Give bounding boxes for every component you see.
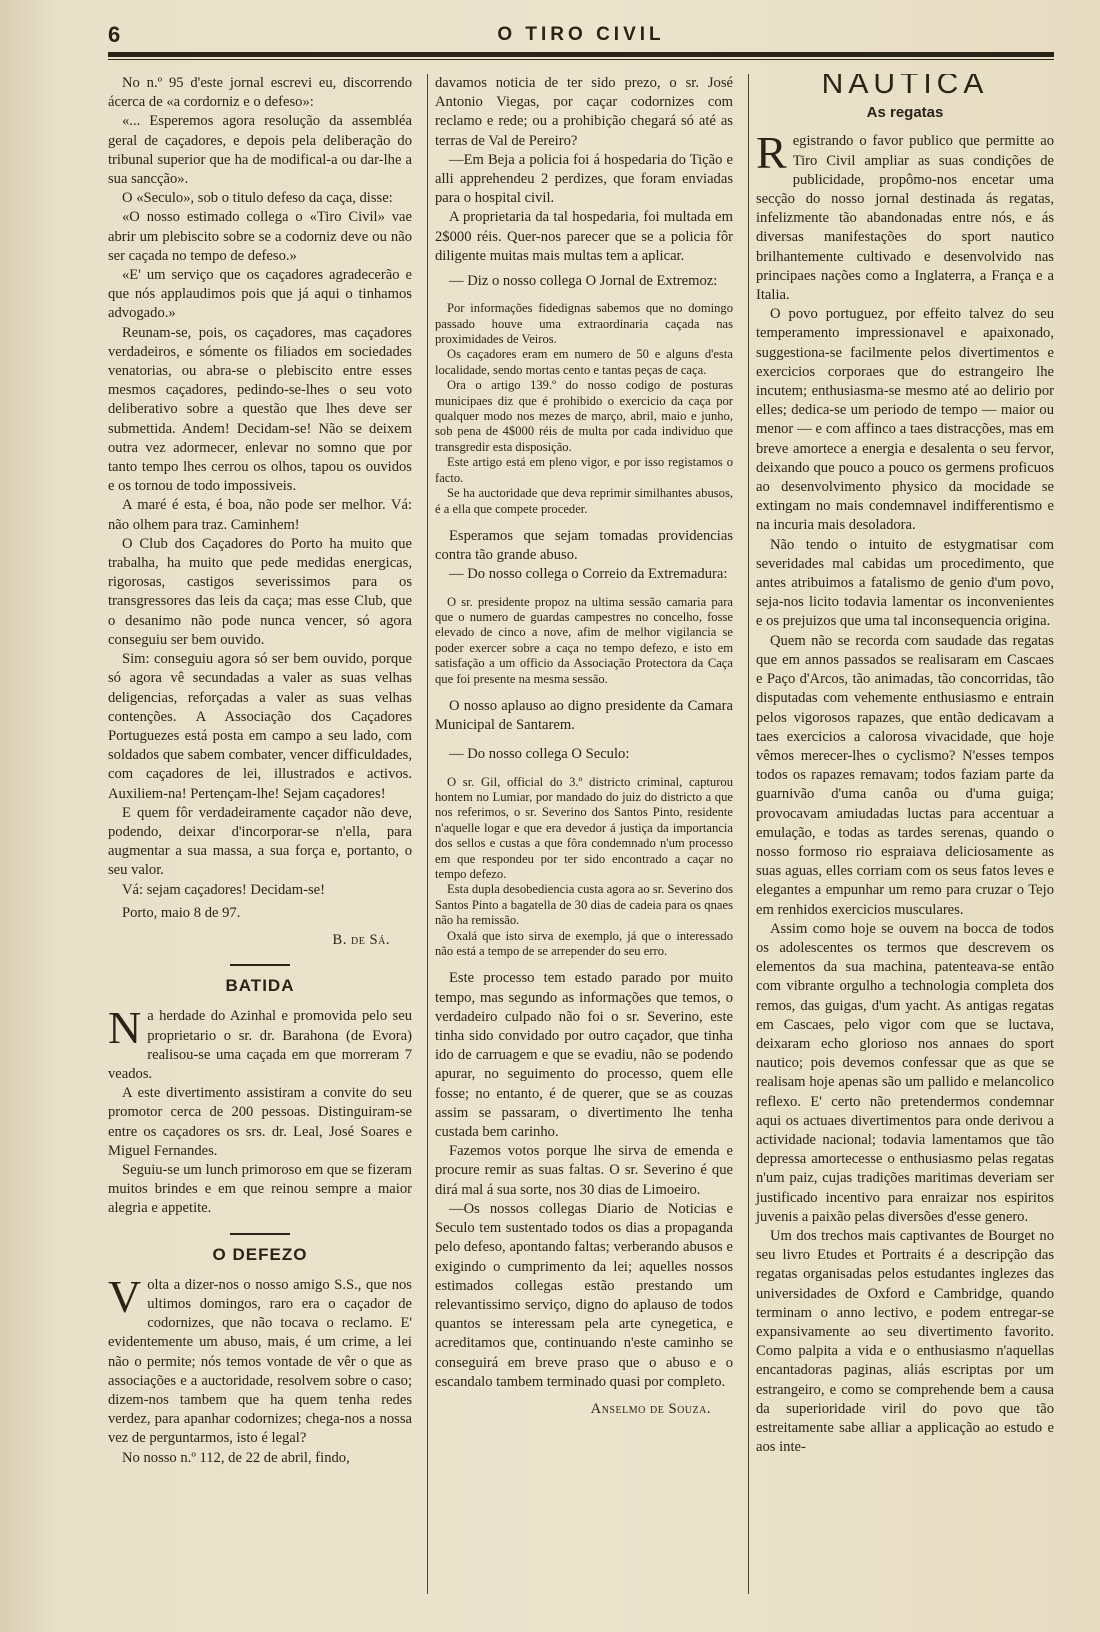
quoted-article-o-seculo <box>435 775 733 960</box>
paragraph: Este processo tem estado parado por muito tempo, mas segundo as informações que temos, o verdadeiro culpado não foi o sr. Severino, este tinha sido convidado por outro caçador, que tinha ido de carruagem e que se evadiu, não se podendo apurar, no seguimento do processo, quem elle fosse; no entanto, é de querer, que se as couzas assim se passaram, o divertimento lhe tenha custada bem carinho. <box>435 970 733 1141</box>
section-title-o-defezo: O DEFEZO <box>212 1244 308 1264</box>
paragraph: O nosso aplauso ao digno presidente da Camara Municipal de Santarem. <box>435 697 733 734</box>
paragraph: Vá: sejam caçadores! Decidam-se! <box>122 881 325 898</box>
column-1 <box>108 74 412 1594</box>
paragraph: Assim como hoje se ouvem na bocca de todos os adolescentes os termos que descrevem os elementos da sua machina, patenteava-se então com vibrante orgulho a technologia completa dos remos, das guigas, d'um yacht. As antigas regatas em Cascaes, pelo vigor com que se luctava, deixaram echo glorioso nos annaes do sport nautico; pois devemos confessar que as que se realisam hoje apenas são um pallido e melancolico reflexo. E' certo não pretendermos condemnar aqui os actuaes divertimentos para onde derivou a actividade nacional; todavia lamentamos que tão depressa amortecesse o enthusiasmo pelas regatas n'um paiz, cujas tradições maritimas deveriam ser justificado incentivo para enraizar nos espiritos juvenis a paixão pelas diversões d'esse genero. <box>756 920 1054 1225</box>
drop-cap: V <box>108 1270 142 1322</box>
paragraph: — Diz o nosso collega O Jornal de Extremoz: <box>449 273 718 290</box>
drop-cap: N <box>108 1002 142 1054</box>
paragraph: No n.º 95 d'este jornal escrevi eu, discorrendo ácerca de «a cordorniz e o defeso»: <box>108 75 412 111</box>
section-divider <box>230 964 290 966</box>
masthead <box>108 20 1054 50</box>
paragraph: Quem não se recorda com saudade das regatas que em annos passados se realisaram em Cascaes e Paço d'Arcos, tão animadas, tão concorridas, tão disputadas com vehemente enthusiasmo e entrain pelos vigorosos rapazes, que então dedicavam a taes exercicios a calorosa vivacidade, que hoje vêmos merecer-lhes o cyclismo? N'esses tempos todos os rapazes remavam; todos faziam parte da guarnivão d'uma canôa ou d'uma guiga; provocavam amiudadas luctas para accentuar a emulação, e todas as tardes serenas, quando o nosso formoso rio espraiava deliciosamente as suas aguas, elles corriam com os seus fatos leves e elegantes a empunhar um remo para cruzar o Tejo em renhidos exercicios musculares. <box>756 632 1054 918</box>
paragraph: Reunam-se, pois, os caçadores, mas caçadores verdadeiros, e sómente os filiados em sociedades venatorias, ou abra-se o plebiscito entre esses mesmos caçadores, pedindo-se-lhes o seu voto deliberativo sobre a questão que lhes deve ser submettida. Andem! Decidam-se! Não se deixem outra vez adormecer, enlevar no somno que por tanto tempo lhes cerrou os olhos, tapou os ouvidos e os tornou de todo impossiveis. <box>108 324 412 495</box>
subtitle-as-regatas: As regatas <box>866 104 944 122</box>
paragraph: Esperamos que sejam tomadas providencias contra tão grande abuso. <box>435 527 733 564</box>
paragraph: — Do nosso collega o Correio da Extremadura: <box>449 566 728 583</box>
paragraph: A maré é esta, é boa, não pode ser melhor. Vá: não olhem para traz. Caminhem! <box>108 497 412 533</box>
paragraph: «E' um serviço que os caçadores agradecerão e que nós applaudimos pois que já aqui o tinhamos advogado.» <box>108 267 412 322</box>
quote-paragraph: Oxalá que isto sirva de exemplo, já que o interessado não está a tempo de se arrepender do seu erro. <box>435 928 733 959</box>
paragraph: Seguiu-se um lunch primoroso em que se fizeram muitos brindes e em que reinou sempre a maior alegria e appetite. <box>108 1161 412 1217</box>
nautica-paragraph-1: Registrando o favor publico que permitte ao Tiro Civil ampliar as suas condições de publicidade, propômo-nos encetar uma secção do nosso jornal destinada ás regatas, infelizmente tão abandonadas entre nós, e ás diversas manifestações do sport nautico brilhantemente cultivado e desenvolvido nas principaes nações como a Inglaterra, a França e a Italia. <box>756 127 1054 304</box>
quoted-article-jornal-de-extremoz <box>435 301 733 517</box>
paragraph: Fazemos votos porque lhe sirva de emenda e procure remir as suas faltas. O sr. Severino é que dirá mal á sua sorte, nos 30 dias de Limoeiro. <box>435 1143 733 1198</box>
header-rule-thick <box>108 52 1054 57</box>
quote-paragraph: O sr. presidente propoz na ultima sessão camaria para que o numero de guardas campestres no concelho, fosse elevado de cinco a nove, afim de melhor vigilancia se poder exercer sobre a caça no tempo defezo, e isto em satisfação a um officio da Associação Protectora da Caça que foi presente na mesma sessão. <box>435 594 733 686</box>
drop-cap: R <box>756 127 787 179</box>
column-3 <box>748 74 1054 1594</box>
quote-paragraph: O sr. Gil, official do 3.º districto criminal, capturou hontem no Lumiar, por mandado do juiz do districto a que nos referimos, o sr. Severino dos Santos Pinto, residente n'aquelle logar e que era devedor á justiça da importancia dos sellos e custas a que fôra condemnado n'um processo em que respondeu por ter sido encontrado a caçar no tempo defezo. <box>435 774 733 882</box>
paragraph: A proprietaria da tal hospedaria, foi multada em 2$000 réis. Quer-nos parecer que se a policia fôr diligente muitas mais multas tem a aplicar. <box>435 209 733 264</box>
quote-paragraph: Se ha auctoridade que deva reprimir similhantes abusos, é a ella que compete proceder. <box>435 486 733 516</box>
paragraph: A este divertimento assistiram a convite do seu promotor cerca de 200 pessoas. Distinguiram-se entre os caçadores os srs. dr. Leal, José Soares e Miguel Fernandes. <box>108 1085 412 1159</box>
quote-paragraph: Os caçadores eram em numero de 50 e alguns d'esta localidade, sendo mortas cento e tantas peças de caça. <box>435 347 733 377</box>
article-columns <box>108 74 1054 1594</box>
paragraph: Um dos trechos mais captivantes de Bourget no seu livro Etudes et Portraits é a descripção das regatas organisadas pelos estudantes inglezes das universidades de Oxford e Cambridge, quando terminam o anno lectivo, e podem entregar-se expansivamente ao seu divertimento favorito. Como palpita a vida e o enthusiasmo n'aquellas encantadoras paginas, aliás escriptas por um estrangeiro, e como se comprehende bem a causa da superioridade viril do povo que tão estreitamente sabe alliar a applicação ao estudo e aos inte- <box>756 1227 1054 1456</box>
section-title-nautica: NAUTICA <box>821 74 989 100</box>
quoted-article-correio-da-extremadura <box>435 595 733 687</box>
paragraph: E quem fôr verdadeiramente caçador não deve, podendo, deixar d'incorporar-se n'ella, para augmentar a sua massa, a sua força e, portanto, o seu valor. <box>108 804 412 879</box>
defezo-paragraph-1: Volta a dizer-nos o nosso amigo S.S., que nos ultimos domingos, raro era o caçador de codornizes, que não tocava o reclamo. E' evidentemente um abuso, mais, é um crime, a lei não o permite; nós temos vontade de vêr o que as associações e a auctoridade, resolvem sobre o caso; dizem-nos tambem que ha quem tenha redes verdez, para apanhar codornizes; chega-nos a nossa vez de perguntarmos, isto é legal? <box>108 1270 412 1447</box>
paragraph: «O nosso estimado collega o «Tiro Civil» vae abrir um plebiscito sobre se a codorniz deve ou não ser caçada no tempo de defeso.» <box>108 209 412 264</box>
paragraph: Sim: conseguiu agora só ser bem ouvido, porque só agora vê secundadas a valer as suas velhas deligencias, reforçadas a valer as suas velhas contenções. A Associação dos Caçadores Portuguezes está posta em campo a seu lado, com soldados que sabem combater, vencer difficuldades, com caçadores de lei, illustrados e activos. Auxiliem-na! Pertençam-lhe! Sejam caçadores! <box>108 651 412 802</box>
quote-paragraph: Este artigo está em pleno vigor, e por isso registamos o facto. <box>435 455 733 485</box>
signature-b-de-sa: B. de Sá. <box>332 931 390 948</box>
batida-paragraph-1: Na herdade do Azinhal e promovida pelo seu proprietario o sr. dr. Barahona (de Evora) realisou-se uma caçada em que morreram 7 veados. <box>108 1002 412 1082</box>
section-divider <box>230 1233 290 1235</box>
paragraph: «... Esperemos agora resolução da assembléa geral de caçadores, e depois pela deliberação do tribunal superior que ha de modifical-a ou dar-lhe a sua sancção». <box>108 113 412 188</box>
quote-paragraph: Esta dupla desobediencia custa agora ao sr. Severino dos Santos Pinto a bagatella de 30 dias de cadeia para os qnaes não ha remissão. <box>435 882 733 928</box>
quote-paragraph: Por informações fidedignas sabemos que no domingo passado houve uma extraordinaria caçada nas proximidades de Veiros. <box>435 301 733 347</box>
paragraph: —Em Beja a policia foi á hospedaria do Tição e alli apprehendeu 2 perdizes, que foram enviadas para o hospital civil. <box>435 151 733 207</box>
journal-title: O TIRO CIVIL <box>497 24 665 45</box>
signature-anselmo-de-souza: Anselmo de Souza. <box>590 1400 711 1417</box>
section-title-batida: BATIDA <box>225 976 295 996</box>
paragraph: Não tendo o intuito de estygmatisar com severidades mal cabidas um procedimento, que antes atribuimos a fatalismo de genio d'um povo, seja-nos licito todavia lamentar os inconvenientes e os prejuizos que uma tal inconsequencia origina. <box>756 536 1054 630</box>
page-number: 6 <box>108 22 121 47</box>
paragraph: O povo portuguez, por effeito talvez do seu temperamento impressionavel e apaixonado, suggestiona-se facilmente pelos divertimentos e exercicios corporaes que do estrangeiro lhe incutem; enthusiasma-se mesmo até ao delirio por elles; dedica-se um periodo de tempo — maior ou menor — e com affinco a taes distracções, mas em breve amortece a energia e desalenta o seu fervor, deixando que pouco a pouco os germens proficuos ao desenvolvimento physico da mocidade se extingam no mais condemnavel indifferentismo e na incuria mais desoladora. <box>756 306 1054 534</box>
paragraph: — Do nosso collega O Seculo: <box>449 746 630 763</box>
dateline: Porto, maio 8 de 97. <box>122 904 241 921</box>
paragraph: —Os nossos collegas Diario de Noticias e Seculo tem sustentado todos os dias a propaganda pelo defeso, apontando faltas; verberando abusos e exigindo o cumprimento da lei; aquelles nossos estimados collegas estão prestando um relevantissimo serviço, digno do aplauso de todos quantos se interessam pela arte cynegetica, e acreditamos que, continuando n'este caminho se conseguirá em breve praso que o abuso e o escandalo tambem terminado quasi por completo. <box>435 1200 733 1390</box>
header-rule-thin <box>108 59 1054 60</box>
paragraph: No nosso n.º 112, de 22 de abril, findo, <box>122 1449 350 1466</box>
paragraph: davamos noticia de ter sido prezo, o sr. José Antonio Viegas, por caçar codornizes com reclamo e rede; ou a prohibição chegará só até as terras de Val de Pereiro? <box>435 75 733 149</box>
quote-paragraph: Ora o artigo 139.º do nosso codigo de posturas municipaes diz que é prohibido o exercicio da caça por qualquer modo nos mezes de março, abril, maio e junho, sob pena de 4$000 réis de multa por cada individuo que transgredir esta disposição. <box>435 378 733 454</box>
paragraph: O Club dos Caçadores do Porto ha muito que trabalha, ha muito que pede medidas energicas, rigorosas, castigos severissimos para os transgressores das leis da caça; mas esse Club, que o desanimo não pode nunca vencer, só agora conseguiu ser bem ouvido. <box>108 535 412 648</box>
column-2 <box>427 74 733 1594</box>
paragraph: O «Seculo», sob o titulo defeso da caça, disse: <box>122 190 393 207</box>
